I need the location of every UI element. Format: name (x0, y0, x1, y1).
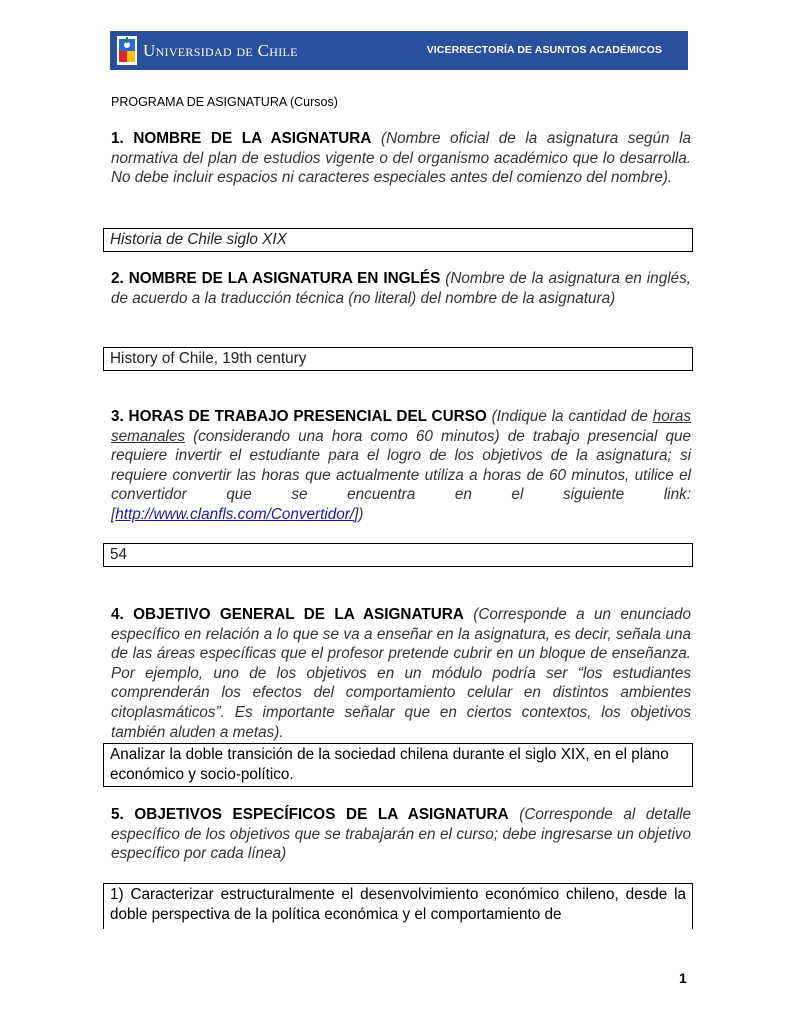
course-name-field[interactable] (103, 228, 693, 252)
course-name-english-value: History of Chile, 19th century (110, 350, 307, 367)
vicerrectoria-title: VICERRECTORÍA DE ASUNTOS ACADÉMICOS (426, 44, 662, 56)
section-3-instruction (111, 408, 691, 523)
section-1-instruction: (Nombre oficial de la asignatura según la normativa del plan de estudios vigente o del organismo académico que lo desarrolla. No debe incluir espacios ni caracteres especiales antes del comienzo del nombre). (111, 130, 691, 187)
weekly-hours-field[interactable] (103, 543, 693, 567)
section-4-heading: 4. OBJETIVO GENERAL DE LA ASIGNATURA (111, 606, 464, 623)
section-1 (111, 129, 691, 188)
section-5-heading: 5. OBJETIVOS ESPECÍFICOS DE LA ASIGNATURA (111, 806, 509, 823)
course-name-value: Historia de Chile siglo XIX (110, 231, 287, 248)
specific-objectives-field[interactable] (103, 883, 693, 929)
section-2 (111, 269, 691, 308)
converter-link[interactable]: http://www.clanfls.com/Convertidor/ (115, 505, 355, 523)
weekly-hours-emphasis: horas semanales (111, 408, 692, 445)
header-banner (110, 31, 688, 70)
course-name-english-field[interactable] (103, 347, 693, 371)
document-type: PROGRAMA DE ASIGNATURA (Cursos) (111, 95, 338, 109)
section-4 (111, 605, 691, 742)
section-3 (111, 407, 691, 525)
section-5-instruction: (Corresponde al detalle específico de los objetivos que se trabajarán en el curso; debe ingresarse un objetivo específico por cada línea) (111, 806, 692, 863)
weekly-hours-value: 54 (110, 546, 128, 563)
section-3-instruction-pre: (Indique la cantidad de (491, 408, 648, 425)
university-name: Universidad de Chile (143, 41, 298, 60)
section-5 (111, 805, 691, 864)
section-3-heading: 3. HORAS DE TRABAJO PRESENCIAL DEL CURSO (111, 408, 487, 425)
section-2-heading: 2. NOMBRE DE LA ASIGNATURA EN INGLÉS (111, 270, 441, 287)
section-2-instruction: (Nombre de la asignatura en inglés, de acuerdo a la traducción técnica (no literal) del nombre de la asignatura) (111, 270, 691, 307)
section-4-instruction: (Corresponde a un enunciado específico en relación a lo que se va a enseñar en la asignatura, es decir, señala una de las áreas específicas que el profesor pretende cubrir en un bloque de enseñanza. Por ejemplo, uno de los objetivos en un módulo podría ser “los estudiantes comprenderán los efectos del comportamiento celular en distintos ambientes citoplasmáticos”. Es importante señalar que en ciertos contextos, los objetivos también aluden a metas). (111, 606, 691, 741)
university-crest-icon (116, 35, 138, 66)
section-3-instruction-post: ]) (354, 505, 364, 523)
page-number: 1 (679, 970, 687, 986)
section-1-heading: 1. NOMBRE DE LA ASIGNATURA (111, 130, 372, 147)
general-objective-value: Analizar la doble transición de la sociedad chilena durante el siglo XIX, en el plano económico y socio-político. (110, 746, 669, 783)
section-3-instruction-mid: (considerando una hora como 60 minutos) de trabajo presencial que requiere invertir el estudiante para el logro de los objetivos de la asignatura; si requiere convertir las horas que actualmente utiliza a horas de 60 minutos, utilice el convertidor que se encuentra en el siguiente link: [ (111, 427, 691, 523)
general-objective-field[interactable] (103, 743, 693, 787)
specific-objectives-value: 1) Caracterizar estructuralmente el desenvolvimiento económico chileno, desde la doble perspectiva de la política económica y el comportamiento de (110, 886, 686, 923)
